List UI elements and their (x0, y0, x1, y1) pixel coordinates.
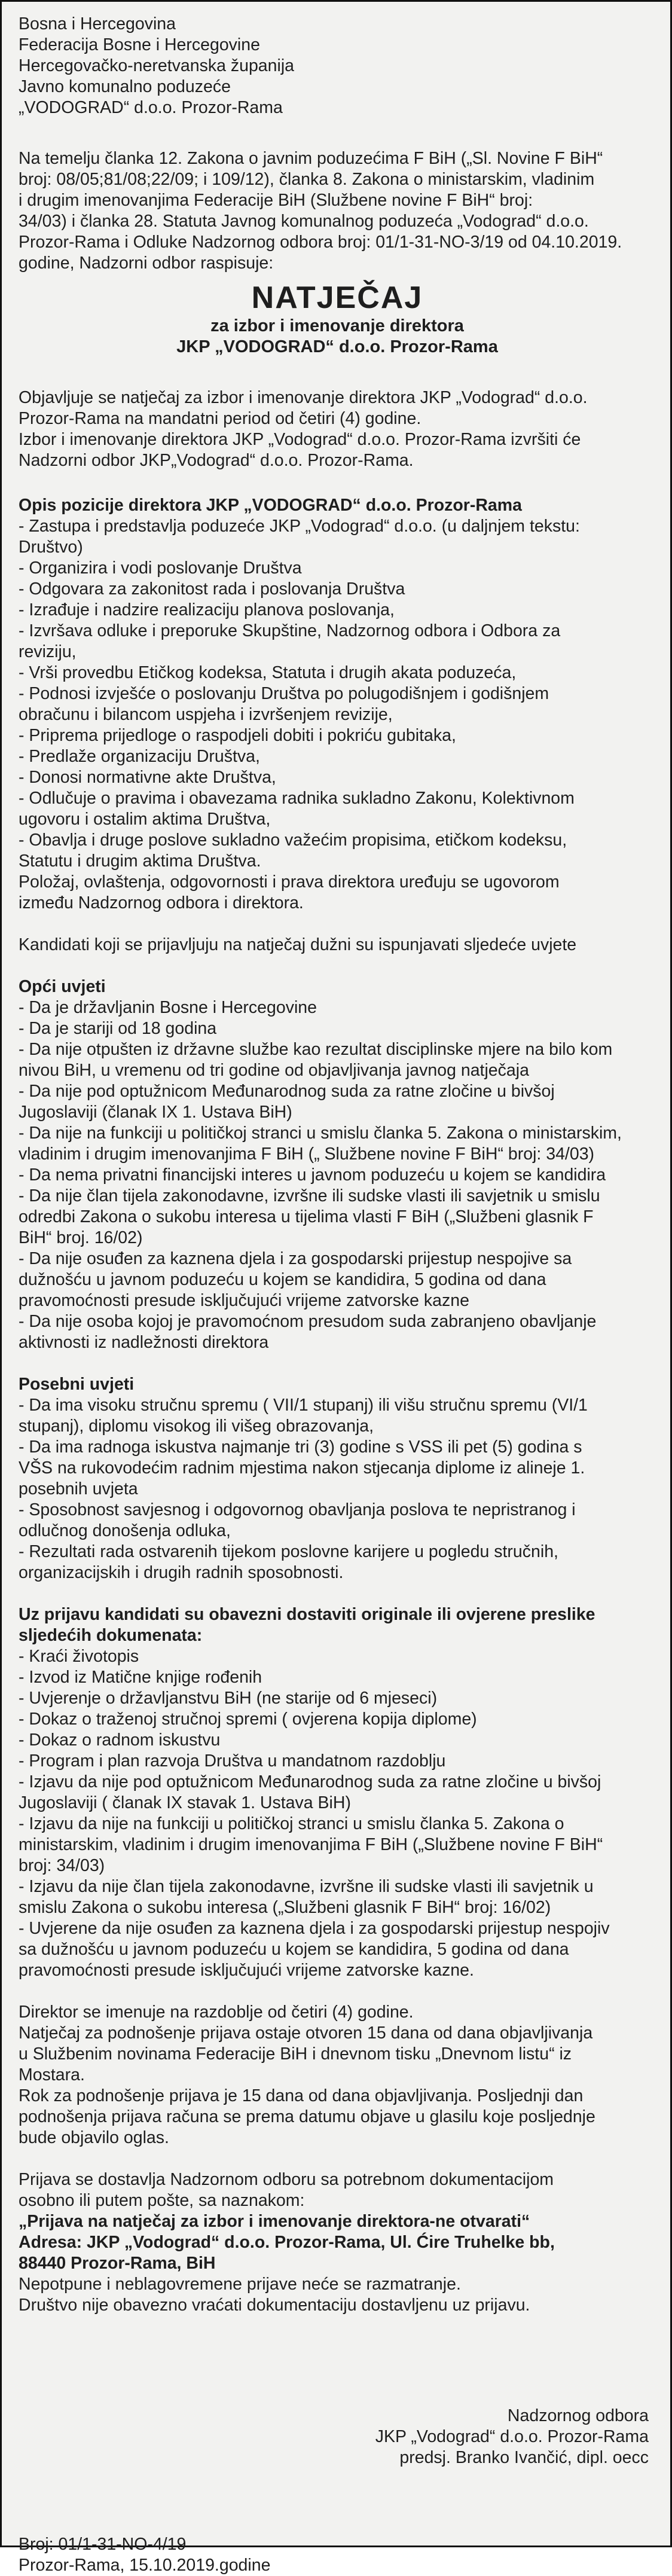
closing-line: Direktor se imenuje na razdoblje od četiri (4) godine. (19, 2003, 414, 2022)
tender-notice (19, 14, 656, 2576)
submission-address-line: Adresa: JKP „Vodograd“ d.o.o. Prozor-Rama, Ul. Ćire Truhelke bb, (19, 2233, 555, 2252)
position-line: - Priprema prijedloge o raspodjeli dobiti i pokriću gubitaka, (19, 726, 456, 745)
section-heading: Opis pozicije direktora JKP „VODOGRAD“ d.o.o. Prozor-Rama (19, 496, 522, 515)
intro-line: Objavljuje se natječaj za izbor i imenovanje direktora JKP „Vodograd“ d.o.o. (19, 388, 588, 407)
special-line: - Sposobnost savjesnog i odgovornog obavljanja poslova te nepristranog i (19, 1500, 576, 1519)
notice-title: NATJEČAJ (251, 280, 423, 315)
header-line: Javno komunalno poduzeće (19, 77, 231, 96)
submission-line: osobno ili putem pošte, sa naznakom: (19, 2191, 305, 2210)
closing-paragraph (19, 2002, 656, 2148)
section-heading: sljedećih dokumenata: (19, 1626, 203, 1645)
issuer-header (19, 14, 656, 118)
candidates-intro: Kandidati koji se prijavljuju na natječaj dužni su ispunjavati sljedeće uvjete (19, 935, 577, 954)
position-line: Statutu i drugim aktima Društva. (19, 851, 261, 871)
position-line: ugovoru i ostalim aktima Društva, (19, 810, 271, 829)
intro-line: Nadzorni odbor JKP„Vodograd“ d.o.o. Prozor-Rama. (19, 451, 414, 470)
position-line: - Predlaže organizaciju Društva, (19, 747, 260, 766)
signature-line: JKP „Vodograd“ d.o.o. Prozor-Rama (375, 2427, 649, 2446)
special-line: - Da ima visoku stručnu spremu ( VII/1 stupanj) ili višu stručnu spremu (VI/1 (19, 1396, 588, 1415)
document-line: - Dokaz o traženoj stručnoj spremi ( ovjerena kopija diplome) (19, 1710, 477, 1729)
legal-basis-line: broj: 08/05;81/08;22/09; i 109/12), članka 8. Zakona o ministarskim, vladinim (19, 170, 595, 189)
section-heading: Uz prijavu kandidati su obavezni dostaviti originale ili ovjerene preslike (19, 1605, 595, 1624)
reference-footer (19, 2534, 656, 2576)
section-heading: Posebni uvjeti (19, 1375, 135, 1394)
submission-instructions (19, 2169, 656, 2316)
general-line: - Da nema privatni financijski interes u javnom poduzeću u kojem se kandidira (19, 1165, 606, 1185)
legal-basis-paragraph (19, 148, 656, 274)
submission-note: Društvo nije obavezno vraćati dokumentaciju dostavljenu uz prijavu. (19, 2296, 530, 2315)
position-line: - Odlučuje o pravima i obavezama radnika sukladno Zakonu, Kolektivnom (19, 789, 575, 808)
special-line: VŠS na rukovodećim radnim mjestima nakon stjecanja diplome iz alineje 1. (19, 1458, 585, 1478)
document-line: ministarskim, vladinim i drugim imenovanjima F BiH („Službene novine F BiH“ (19, 1835, 603, 1854)
position-line: - Vrši provedbu Etičkog kodeksa, Statuta i drugih akata poduzeća, (19, 663, 517, 682)
submission-line: Prijava se dostavlja Nadzornom odboru sa potrebnom dokumentacijom (19, 2170, 554, 2189)
document-line: smislu Zakona o sukobu interesa („Službeni glasnik F BiH“ broj: 16/02) (19, 1898, 551, 1917)
special-line: - Da ima radnoga iskustva najmanje tri (3) godine s VSS ili pet (5) godina s (19, 1437, 582, 1457)
general-line: - Da nije osuđen za kaznena djela i za gospodarski prijestup nespojive sa (19, 1249, 572, 1268)
position-line: reviziju, (19, 642, 77, 661)
reference-date: Prozor-Rama, 15.10.2019.godine (19, 2556, 271, 2575)
document-line: - Program i plan razvoja Društva u mandatnom razdoblju (19, 1751, 446, 1771)
reference-number: Broj: 01/1-31-NO-4/19 (19, 2535, 187, 2554)
general-line: - Da nije na funkciji u političkoj stranci u smislu članka 5. Zakona o ministarskim, (19, 1124, 622, 1143)
submission-address-line: 88440 Prozor-Rama, BiH (19, 2254, 216, 2273)
closing-line: Rok za podnošenje prijava je 15 dana od dana objavljivanja. Posljednji dan (19, 2086, 584, 2105)
document-line: pravomoćnosti presude isključujući vrijeme zatvorske kazne. (19, 1961, 474, 1980)
legal-basis-line: Na temelju članka 12. Zakona o javnim poduzećima F BiH („Sl. Novine F BiH“ (19, 149, 603, 168)
document-line: - Uvjerene da nije osuđen za kaznena djela i za gospodarski prijestup nespojiv (19, 1919, 610, 1938)
signature-line: Nadzornog odbora (507, 2406, 649, 2425)
header-line: „VODOGRAD“ d.o.o. Prozor-Rama (19, 98, 283, 117)
legal-basis-line: Prozor-Rama i Odluke Nadzornog odbora broj: 01/1-31-NO-3/19 od 04.10.2019. (19, 233, 622, 252)
closing-line: bude objavilo oglas. (19, 2128, 169, 2147)
position-description (19, 495, 656, 914)
section-heading: Opći uvjeti (19, 977, 106, 996)
general-line: - Da je stariji od 18 godina (19, 1019, 217, 1038)
special-line: organizacijskih i drugih radnih sposobnosti. (19, 1563, 344, 1582)
intro-line: Izbor i imenovanje direktora JKP „Vodograd“ d.o.o. Prozor-Rama izvršiti će (19, 430, 581, 449)
special-line: stupanj), diplomu visokog ili višeg obrazovanja, (19, 1417, 374, 1436)
position-line: - Obavlja i druge poslove sukladno važećim propisima, etičkom kodeksu, (19, 831, 567, 850)
submission-address-line: „Prijava na natječaj za izbor i imenovanje direktora-ne otvarati“ (19, 2212, 530, 2231)
subtitle-line: za izbor i imenovanje direktora (210, 316, 464, 335)
general-line: aktivnosti iz nadležnosti direktora (19, 1333, 269, 1352)
general-line: odredbi Zakona o sukobu interesa u tijelima vlasti F BiH („Službeni glasnik F (19, 1207, 594, 1226)
position-line: - Podnosi izvješće o poslovanju Društva po polugodišnjem i godišnjem (19, 684, 549, 703)
general-line: nivou BiH, u vremenu od tri godine od objavljivanja javnog natječaja (19, 1061, 529, 1080)
general-line: Jugoslaviji (članak IX 1. Ustava BiH) (19, 1103, 292, 1122)
position-line: Položaj, ovlaštenja, odgovornosti i prava direktora uređuju se ugovorom (19, 872, 560, 892)
signature-block (19, 2406, 656, 2468)
general-line: vladinim i drugim imenovanjima F BiH („ Službene novine F BiH“ broj: 34/03) (19, 1144, 595, 1164)
general-line: dužnošću u javnom poduzeću u kojem se kandidira, 5 godina od dana (19, 1270, 546, 1289)
subtitle-line: JKP „VODOGRAD“ d.o.o. Prozor-Rama (176, 337, 498, 356)
document-line: sa dužnošću u javnom poduzeću u kojem se kandidira, 5 godina od dana (19, 1940, 569, 1959)
submission-note: Nepotpune i neblagovremene prijave neće se razmatranje. (19, 2275, 461, 2294)
signature-line: predsj. Branko Ivančić, dipl. oecc (399, 2448, 649, 2467)
special-line: posebnih uvjeta (19, 1479, 138, 1498)
position-line: obračunu i bilancom uspjeha i izvršenjem revizije, (19, 705, 393, 724)
document-line: - Kraći životopis (19, 1647, 139, 1666)
document-line: - Uvjerenje o državljanstvu BiH (ne starije od 6 mjeseci) (19, 1689, 438, 1708)
position-line: između Nadzornog odbora i direktora. (19, 893, 304, 912)
position-line: - Izvršava odluke i preporuke Skupštine, Nadzornog odbora i Odbora za (19, 621, 561, 640)
document-line: - Izjavu da nije na funkciji u političkoj stranci u smislu članka 5. Zakona o (19, 1814, 564, 1833)
intro-line: Prozor-Rama na mandatni period od četiri (4) godine. (19, 409, 421, 428)
position-line: - Zastupa i predstavlja poduzeće JKP „Vodograd“ d.o.o. (u daljnjem tekstu: (19, 517, 580, 536)
general-line: BiH“ broj. 16/02) (19, 1228, 143, 1247)
position-line: Društvo) (19, 538, 83, 557)
document-line: - Izjavu da nije član tijela zakonodavne, izvršne ili sudske vlasti ili savjetnik u (19, 1877, 594, 1896)
document-line: - Izvod iz Matične knjige rođenih (19, 1668, 262, 1687)
special-line: odlučnog donošenja odluka, (19, 1521, 231, 1540)
legal-basis-line: 34/03) i članka 28. Statuta Javnog komunalnog poduzeća „Vodograd“ d.o.o. (19, 212, 589, 231)
header-line: Hercegovačko-neretvanska županija (19, 56, 295, 75)
general-line: - Da je državljanin Bosne i Hercegovine (19, 998, 317, 1017)
general-line: - Da nije otpušten iz državne službe kao rezultat disciplinske mjere na bilo kom (19, 1040, 613, 1059)
special-line: - Rezultati rada ostvarenih tijekom poslovne karijere u pogledu stručnih, (19, 1542, 558, 1561)
document-line: - Izjavu da nije pod optužnicom Međunarodnog suda za ratne zločine u bivšoj (19, 1772, 601, 1791)
general-line: - Da nije član tijela zakonodavne, izvršne ili sudske vlasti ili savjetnik u smislu (19, 1186, 600, 1205)
notice-subtitle (19, 316, 656, 358)
general-line: - Da nije pod optužnicom Međunarodnog suda za ratne zločine u bivšoj (19, 1082, 555, 1101)
header-line: Bosna i Hercegovina (19, 14, 176, 33)
document-line: Jugoslaviji ( članak IX stavak 1. Ustava BiH) (19, 1793, 351, 1812)
closing-line: podnošenja prijava računa se prema datumu objave u glasilu koje posljednje (19, 2107, 595, 2126)
position-line: - Donosi normativne akte Društva, (19, 768, 276, 787)
document-line: - Dokaz o radnom iskustvu (19, 1730, 221, 1750)
position-line: - Izrađuje i nadzire realizaciju planova poslovanja, (19, 600, 395, 619)
closing-line: u Službenim novinama Federacije BiH i dnevnom tisku „Dnevnom listu“ iz (19, 2044, 572, 2064)
intro-paragraph (19, 387, 656, 471)
required-documents (19, 1604, 656, 1981)
legal-basis-line: i drugim imenovanjima Federacije BiH (Službene novine F BiH“ broj: (19, 191, 533, 210)
header-line: Federacija Bosne i Hercegovine (19, 35, 260, 54)
legal-basis-line: godine, Nadzorni odbor raspisuje: (19, 254, 274, 273)
general-line: - Da nije osoba kojoj je pravomoćnom presudom suda zabranjeno obavljanje (19, 1312, 597, 1331)
position-line: - Organizira i vodi poslovanje Društva (19, 558, 302, 578)
general-line: pravomoćnosti presude isključujući vrijeme zatvorske kazne (19, 1291, 469, 1310)
general-conditions (19, 976, 656, 1353)
document-line: broj: 34/03) (19, 1856, 105, 1875)
special-conditions (19, 1374, 656, 1583)
closing-line: Natječaj za podnošenje prijava ostaje otvoren 15 dana od dana objavljivanja (19, 2023, 593, 2043)
position-line: - Odgovara za zakonitost rada i poslovanja Društva (19, 579, 405, 599)
closing-line: Mostara. (19, 2065, 85, 2084)
